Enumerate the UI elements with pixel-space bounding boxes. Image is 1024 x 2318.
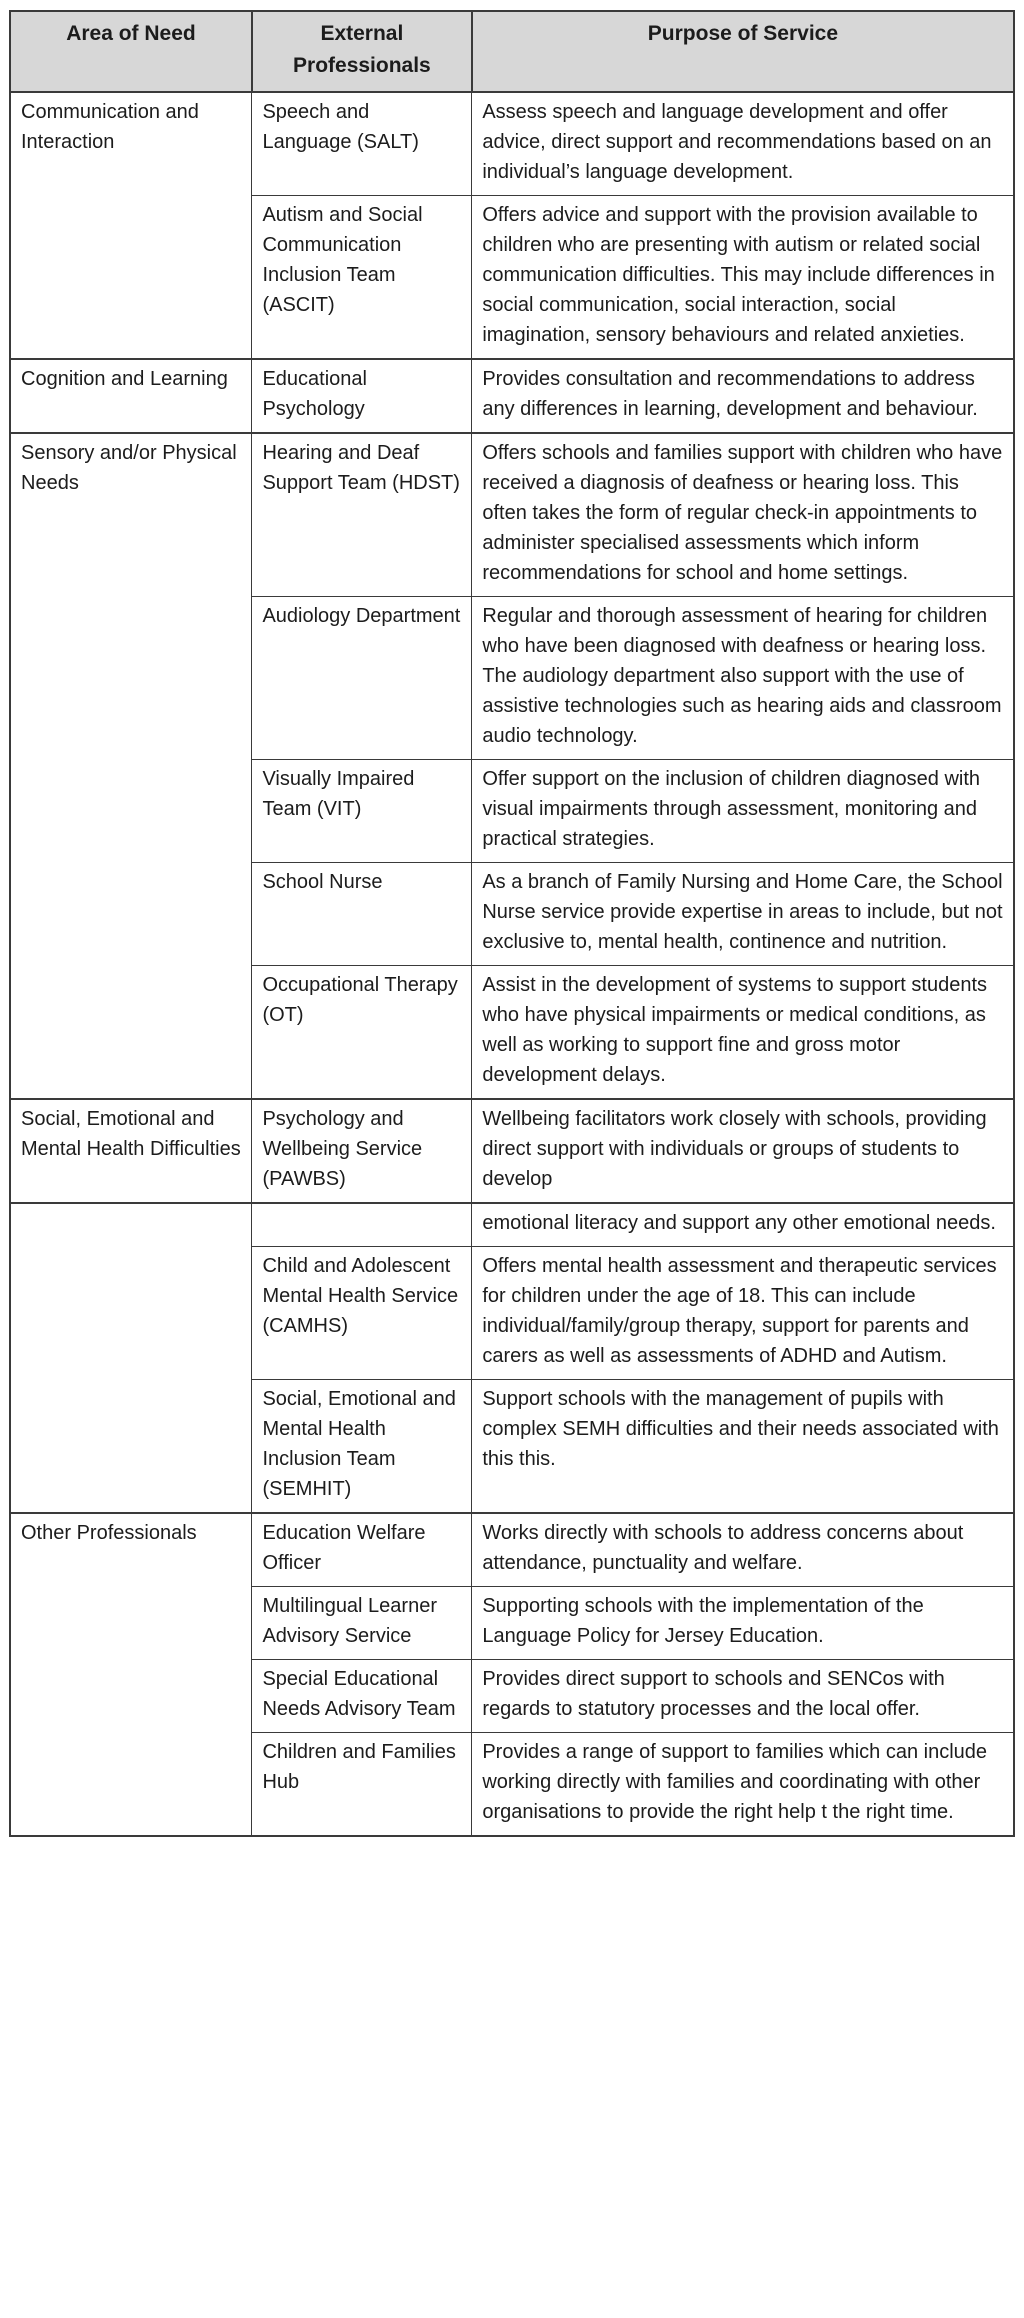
column-header-purpose-of-service: Purpose of Service	[472, 11, 1014, 92]
header-row	[10, 11, 1014, 92]
purpose-cell-ascit: Offers advice and support with the provision available to children who are presenting with autism or related social communication difficulties. This may include differences in social communication, social interaction, social imagination, sensory behaviours and related anxieties.	[472, 196, 1014, 360]
purpose-cell-audiology: Regular and thorough assessment of hearing for children who have been diagnosed with deafness or hearing loss. The audiology department also support with the use of assistive technologies such as hearing aids and classroom audio technology.	[472, 597, 1014, 760]
purpose-cell-multilingual-learner-advisory: Supporting schools with the implementation of the Language Policy for Jersey Education.	[472, 1587, 1014, 1660]
purpose-cell-education-welfare-officer: Works directly with schools to address concerns about attendance, punctuality and welfare.	[472, 1513, 1014, 1587]
professional-cell-education-welfare-officer: Education Welfare Officer	[252, 1513, 472, 1587]
purpose-cell-camhs: Offers mental health assessment and therapeutic services for children under the age of 18. This can include individual/family/group therapy, support for parents and carers as well as assessments of ADHD and Autism.	[472, 1247, 1014, 1380]
professional-cell-semhit: Social, Emotional and Mental Health Inclusion Team (SEMHIT)	[252, 1380, 472, 1514]
professional-cell-children-and-families-hub: Children and Families Hub	[252, 1733, 472, 1837]
professional-cell-audiology: Audiology Department	[252, 597, 472, 760]
area-cell-social-emotional-mental-health: Social, Emotional and Mental Health Difficulties	[10, 1099, 252, 1203]
column-header-area-of-need: Area of Need	[10, 11, 252, 92]
purpose-cell-children-and-families-hub: Provides a range of support to families which can include working directly with families and coordinating with other organisations to provide the right help t the right time.	[472, 1733, 1014, 1837]
table-row	[10, 1513, 1014, 1587]
professional-cell-continuation-empty	[252, 1203, 472, 1247]
external-professionals-table	[9, 10, 1015, 1837]
professional-cell-pawbs: Psychology and Wellbeing Service (PAWBS)	[252, 1099, 472, 1203]
professional-cell-salt: Speech and Language (SALT)	[252, 92, 472, 196]
area-cell-other-professionals: Other Professionals	[10, 1513, 252, 1836]
professional-cell-vit: Visually Impaired Team (VIT)	[252, 760, 472, 863]
purpose-cell-educational-psychology: Provides consultation and recommendations to address any differences in learning, development and behaviour.	[472, 359, 1014, 433]
purpose-cell-pawbs: Wellbeing facilitators work closely with schools, providing direct support with individuals or groups of students to develop	[472, 1099, 1014, 1203]
area-cell-cognition-and-learning: Cognition and Learning	[10, 359, 252, 433]
purpose-cell-semhit: Support schools with the management of pupils with complex SEMH difficulties and their needs associated with this this.	[472, 1380, 1014, 1514]
purpose-cell-salt: Assess speech and language development and offer advice, direct support and recommendations based on an individual’s language development.	[472, 92, 1014, 196]
table-row	[10, 1203, 1014, 1247]
area-cell-communication-and-interaction: Communication and Interaction	[10, 92, 252, 359]
column-header-external-professionals: External Professionals	[252, 11, 472, 92]
professional-cell-ascit: Autism and Social Communication Inclusion Team (ASCIT)	[252, 196, 472, 360]
table-row	[10, 92, 1014, 196]
purpose-cell-occupational-therapy: Assist in the development of systems to support students who have physical impairments or medical conditions, as well as working to support fine and gross motor development delays.	[472, 966, 1014, 1100]
purpose-cell-hdst: Offers schools and families support with children who have received a diagnosis of deafness or hearing loss. This often takes the form of regular check-in appointments to administer specialised assessments which inform recommendations for school and home settings.	[472, 433, 1014, 597]
table-row	[10, 359, 1014, 433]
professional-cell-camhs: Child and Adolescent Mental Health Service (CAMHS)	[252, 1247, 472, 1380]
area-cell-continuation-empty	[10, 1203, 252, 1513]
area-cell-sensory-physical-needs: Sensory and/or Physical Needs	[10, 433, 252, 1099]
purpose-cell-sen-advisory-team: Provides direct support to schools and SENCos with regards to statutory processes and the local offer.	[472, 1660, 1014, 1733]
purpose-cell-vit: Offer support on the inclusion of children diagnosed with visual impairments through assessment, monitoring and practical strategies.	[472, 760, 1014, 863]
professional-cell-hdst: Hearing and Deaf Support Team (HDST)	[252, 433, 472, 597]
purpose-cell-school-nurse: As a branch of Family Nursing and Home Care, the School Nurse service provide expertise in areas to include, but not exclusive to, mental health, continence and nutrition.	[472, 863, 1014, 966]
professional-cell-sen-advisory-team: Special Educational Needs Advisory Team	[252, 1660, 472, 1733]
table-row	[10, 1099, 1014, 1203]
professional-cell-occupational-therapy: Occupational Therapy (OT)	[252, 966, 472, 1100]
table-row	[10, 433, 1014, 597]
purpose-cell-pawbs-continuation: emotional literacy and support any other emotional needs.	[472, 1203, 1014, 1247]
professional-cell-educational-psychology: Educational Psychology	[252, 359, 472, 433]
professional-cell-multilingual-learner-advisory: Multilingual Learner Advisory Service	[252, 1587, 472, 1660]
professional-cell-school-nurse: School Nurse	[252, 863, 472, 966]
